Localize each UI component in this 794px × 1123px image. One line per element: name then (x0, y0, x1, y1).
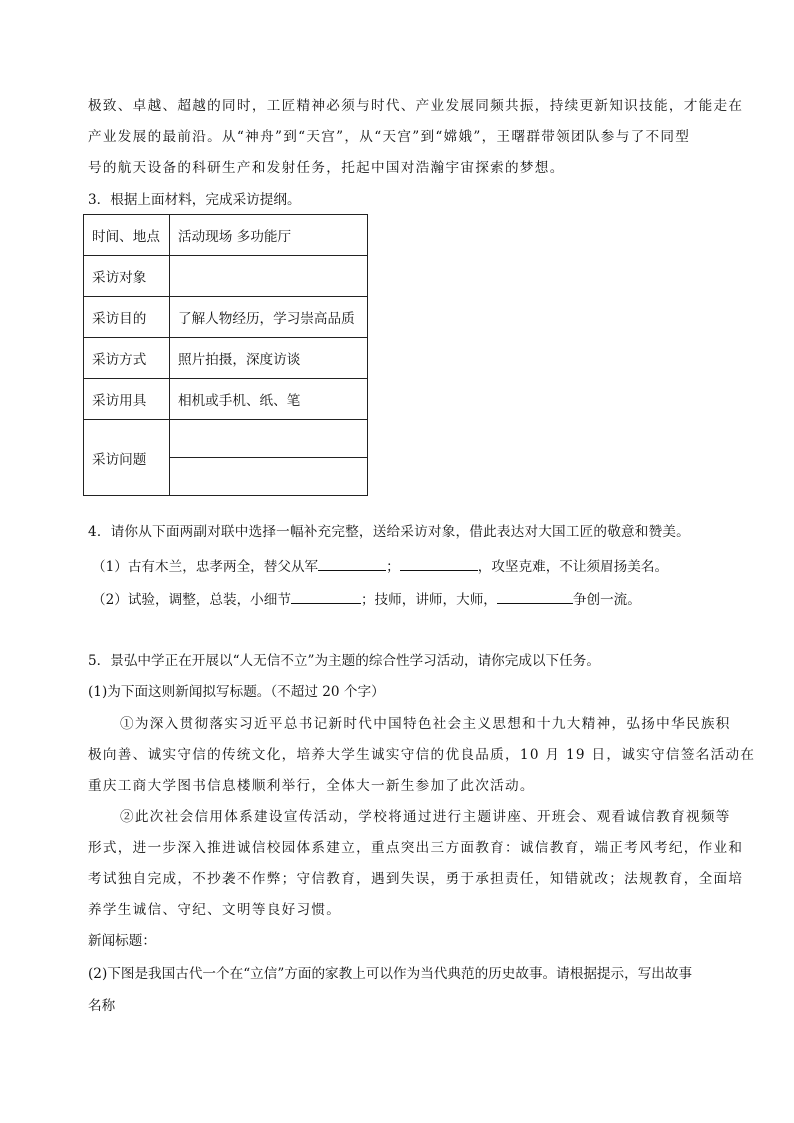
q3-prompt: 3．根据上面材料，完成采访提纲。 (88, 192, 301, 208)
row-label: 采访问题 (84, 420, 170, 496)
couplet-2-text-b: 争创一流。 (572, 592, 641, 608)
news-para1-line-1: ①为深入贯彻落实习近平总书记新时代中国特色社会主义思想和十九大精神，弘扬中华民族积 (120, 716, 731, 732)
intro-line-2: 产业发展的最前沿。从“神舟”到“天宫”，从“天宫”到“嫦娥”，王曙群带领团队参与了不同型 (88, 129, 691, 145)
row-value: 相机或手机、纸、笔 (170, 379, 368, 420)
couplet-1-text-b: ，攻坚克难，不让须眉扬美名。 (477, 559, 669, 575)
answer-blank[interactable] (400, 556, 478, 571)
row-value: 活动现场 多功能厅 (170, 215, 368, 256)
intro-line-3: 号的航天设备的科研生产和发射任务，托起中国对浩瀚宇宙探索的梦想。 (88, 160, 565, 176)
couplet-1 (92, 556, 668, 577)
table-row (84, 215, 368, 256)
q5-sub1: (1)为下面这则新闻拟写标题。（不超过 20 个字） (88, 684, 385, 700)
table-row (84, 379, 368, 420)
interview-outline-table (83, 214, 368, 496)
row-value: 照片拍摄，深度访谈 (170, 338, 368, 379)
row-label: 采访目的 (84, 297, 170, 338)
answer-blank[interactable] (497, 589, 573, 604)
couplet-1-text-a: （1）古有木兰，忠孝两全，替父从军 (92, 559, 319, 575)
q5-prompt: 5．景弘中学正在开展以“人无信不立”为主题的综合性学习活动，请你完成以下任务。 (88, 653, 600, 669)
answer-blank[interactable] (318, 556, 386, 571)
couplet-2-text-a: （2）试验，调整，总装，小细节 (92, 592, 291, 608)
news-para1-line-2: 极向善、诚实守信的传统文化，培养大学生诚实守信的优良品质，10 月 19 日，诚实守信签名活动在 (88, 747, 756, 763)
row-value: 了解人物经历，学习崇高品质 (170, 297, 368, 338)
row-label: 时间、地点 (84, 215, 170, 256)
news-para1-line-3: 重庆工商大学图书信息楼顺利举行，全体大一新生参加了此次活动。 (88, 778, 535, 794)
table-row (84, 420, 368, 458)
news-para2-line-1: ②此次社会信用体系建设宣传活动，学校将通过进行主题讲座、开班会、观看诚信教育视频等 (120, 809, 731, 825)
row-label: 采访用具 (84, 379, 170, 420)
table-row (84, 338, 368, 379)
news-para2-line-3: 考试独自完成，不抄袭不作弊；守信教育，遇到失误，勇于承担责任，知错就改；法规教育，全面培 (88, 871, 744, 887)
row-label: 采访对象 (84, 256, 170, 297)
row-label: 采访方式 (84, 338, 170, 379)
q5-sub2-line-1: (2)下图是我国古代一个在“立信”方面的家教上可以作为当代典范的历史故事。请根据提示，写出故事 (88, 966, 693, 982)
couplet-1-separator: ； (386, 559, 400, 575)
table-row (84, 297, 368, 338)
news-para2-line-2: 形式，进一步深入推进诚信校园体系建立，重点突出三方面教育：诚信教育，端正考风考纪，作业和 (88, 840, 744, 856)
q5-sub2-line-2: 名称 (88, 998, 116, 1014)
news-title-label: 新闻标题： (88, 933, 156, 949)
answer-blank-question-2[interactable] (170, 458, 368, 496)
table-row (84, 256, 368, 297)
news-para2-line-4: 养学生诚信、守纪、文明等良好习惯。 (88, 902, 342, 918)
couplet-2 (92, 589, 641, 610)
answer-blank-question-1[interactable] (170, 420, 368, 458)
answer-blank[interactable] (291, 589, 361, 604)
q4-prompt: 4．请你从下面两副对联中选择一幅补充完整，送给采访对象，借此表达对大国工匠的敬意和赞美。 (88, 524, 690, 540)
intro-line-1: 极致、卓越、超越的同时，工匠精神必须与时代、产业发展同频共振，持续更新知识技能，才能走在 (88, 98, 744, 114)
couplet-2-separator: ；技师，讲师，大师， (360, 592, 497, 608)
answer-blank-interviewee[interactable] (170, 256, 368, 297)
